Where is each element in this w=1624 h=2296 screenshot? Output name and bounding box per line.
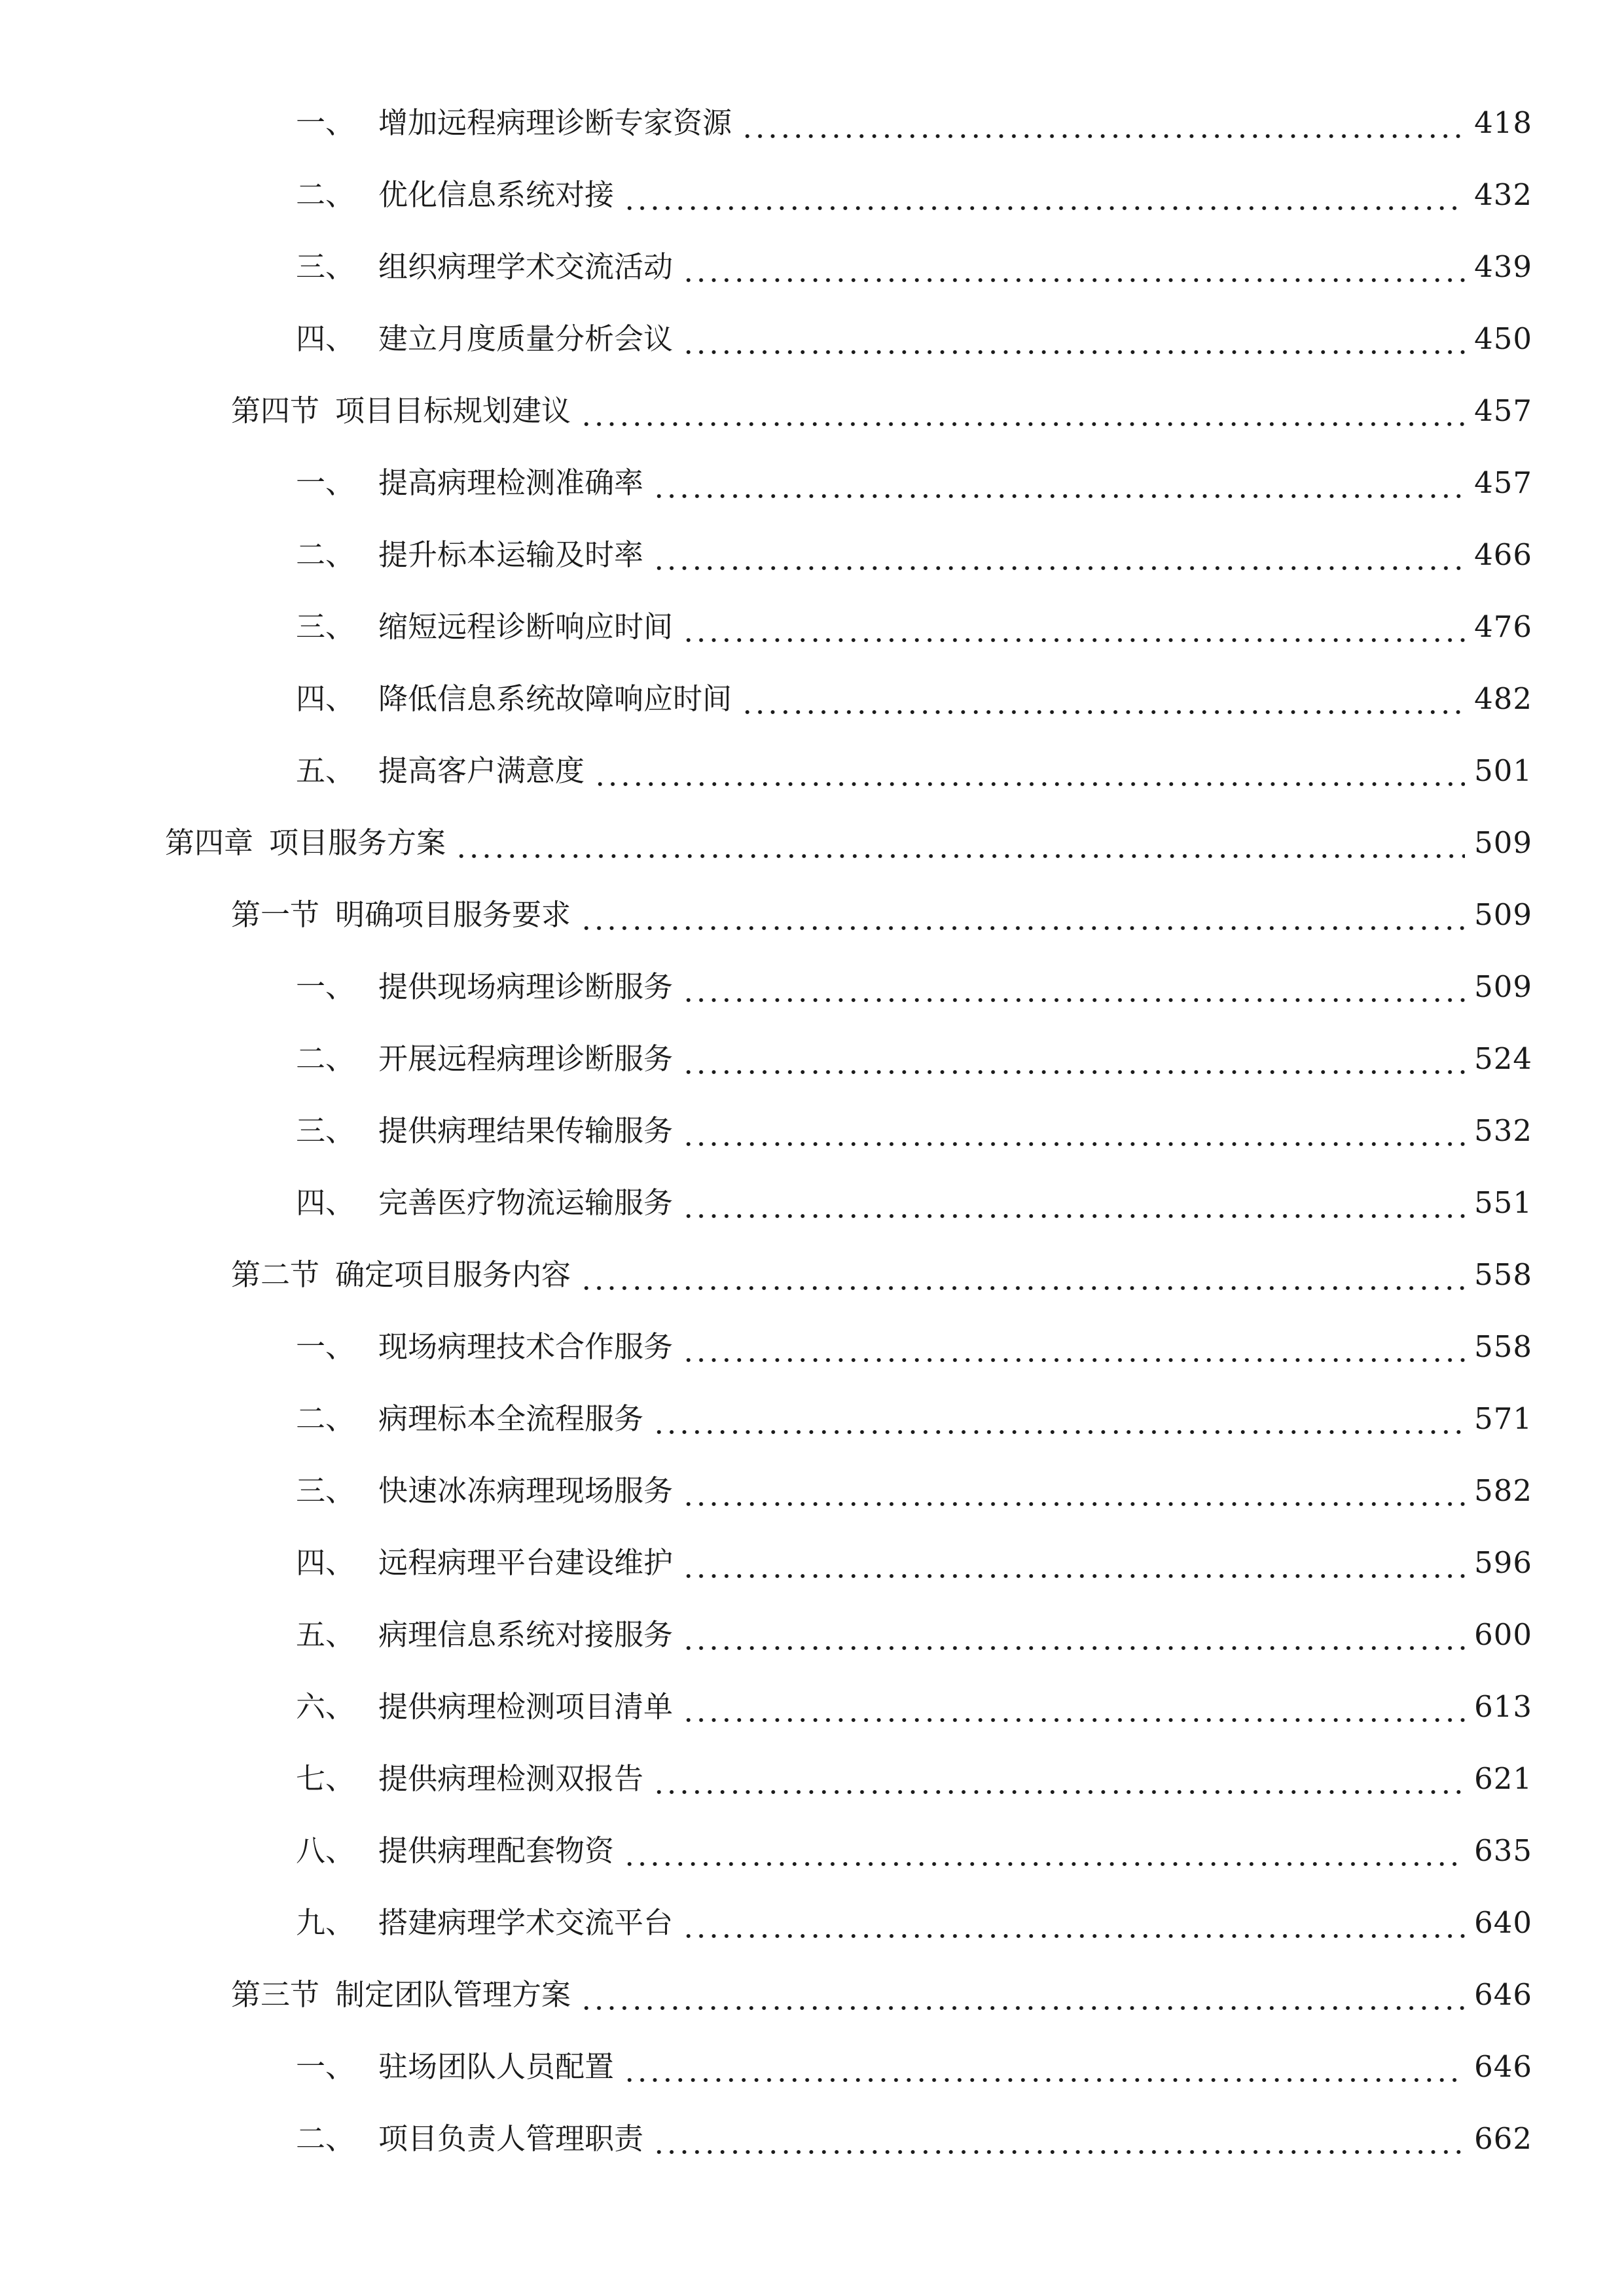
toc-entry-page: 432 xyxy=(1474,177,1532,212)
toc-section-entry[interactable] xyxy=(231,1249,1532,1295)
toc-entry-page: 558 xyxy=(1474,1329,1532,1364)
toc-entry-title: 建立月度质量分析会议 xyxy=(378,321,674,356)
dot-leader xyxy=(682,1471,1465,1511)
dot-leader xyxy=(594,751,1465,791)
dot-leader xyxy=(682,1903,1465,1943)
dot-leader xyxy=(682,319,1465,359)
toc-entry-number: 二、 xyxy=(296,2121,355,2156)
dot-leader xyxy=(682,1687,1465,1727)
toc-entry[interactable] xyxy=(296,1033,1532,1079)
dot-leader xyxy=(623,175,1465,215)
toc-entry-page: 646 xyxy=(1474,1977,1532,2012)
toc-entry[interactable] xyxy=(296,457,1532,503)
toc-entry[interactable] xyxy=(296,2041,1532,2087)
toc-entry-title: 提供现场病理诊断服务 xyxy=(378,969,674,1004)
toc-chapter-number: 第四章 xyxy=(165,825,254,860)
toc-entry-title: 搭建病理学术交流平台 xyxy=(378,1905,674,1940)
toc-entry-number: 四、 xyxy=(296,1545,355,1580)
toc-entry-page: 640 xyxy=(1474,1905,1532,1940)
toc-entry-title: 远程病理平台建设维护 xyxy=(378,1545,674,1580)
toc-entry[interactable] xyxy=(296,1825,1532,1871)
toc-entry-title: 提供病理配套物资 xyxy=(378,1833,615,1868)
toc-entry-page: 457 xyxy=(1474,393,1532,428)
dot-leader xyxy=(580,1255,1465,1295)
toc-entry-page: 524 xyxy=(1474,1041,1532,1076)
toc-entry-page: 571 xyxy=(1474,1401,1532,1436)
toc-section-number: 第三节 xyxy=(231,1977,320,2012)
toc-entry-number: 五、 xyxy=(296,753,355,788)
toc-entry-number: 二、 xyxy=(296,177,355,212)
toc-entry-page: 600 xyxy=(1474,1617,1532,1652)
toc-entry-page: 439 xyxy=(1474,249,1532,284)
toc-entry-page: 457 xyxy=(1474,465,1532,500)
toc-entry-number: 二、 xyxy=(296,537,355,572)
toc-entry-title: 病理标本全流程服务 xyxy=(378,1401,644,1436)
toc-chapter-entry[interactable] xyxy=(165,817,1532,863)
toc-entry-page: 596 xyxy=(1474,1545,1532,1580)
dot-leader xyxy=(682,1615,1465,1655)
toc-section-entry[interactable] xyxy=(231,1969,1532,2015)
toc-chapter-title: 项目服务方案 xyxy=(269,825,446,860)
toc-section-number: 第一节 xyxy=(231,897,320,932)
toc-entry-title: 提高客户满意度 xyxy=(378,753,585,788)
toc-entry[interactable] xyxy=(296,673,1532,719)
toc-entry-number: 四、 xyxy=(296,1185,355,1220)
dot-leader xyxy=(682,247,1465,287)
toc-entry-page: 558 xyxy=(1474,1257,1532,1292)
toc-entry-title: 项目负责人管理职责 xyxy=(378,2121,644,2156)
dot-leader xyxy=(682,607,1465,647)
toc-entry-page: 582 xyxy=(1474,1473,1532,1508)
toc-entry-title: 提升标本运输及时率 xyxy=(378,537,644,572)
toc-entry-page: 662 xyxy=(1474,2121,1532,2156)
dot-leader xyxy=(653,535,1465,575)
dot-leader xyxy=(682,1183,1465,1223)
toc-entry-number: 一、 xyxy=(296,465,355,500)
toc-entry-number: 八、 xyxy=(296,1833,355,1868)
toc-entry-title: 组织病理学术交流活动 xyxy=(378,249,674,284)
dot-leader xyxy=(653,463,1465,503)
dot-leader xyxy=(623,2047,1465,2087)
toc-entry-title: 现场病理技术合作服务 xyxy=(378,1329,674,1364)
toc-entry-page: 476 xyxy=(1474,609,1532,644)
toc-entry-title: 开展远程病理诊断服务 xyxy=(378,1041,674,1076)
toc-entry-title: 快速冰冻病理现场服务 xyxy=(378,1473,674,1508)
toc-entry[interactable] xyxy=(296,1177,1532,1223)
dot-leader xyxy=(682,1111,1465,1151)
dot-leader xyxy=(653,1399,1465,1439)
toc-entry[interactable] xyxy=(296,1609,1532,1655)
dot-leader xyxy=(682,1039,1465,1079)
toc-entry-number: 三、 xyxy=(296,249,355,284)
toc-entry-page: 635 xyxy=(1474,1833,1532,1868)
toc-entry-page: 482 xyxy=(1474,681,1532,716)
toc-entry[interactable] xyxy=(296,241,1532,287)
toc-entry-page: 621 xyxy=(1474,1761,1532,1796)
toc-entry-page: 466 xyxy=(1474,537,1532,572)
toc-entry-title: 优化信息系统对接 xyxy=(378,177,615,212)
toc-entry-number: 一、 xyxy=(296,1329,355,1364)
toc-entry[interactable] xyxy=(296,1321,1532,1367)
toc-entry-number: 二、 xyxy=(296,1041,355,1076)
toc-section-title: 确定项目服务内容 xyxy=(335,1257,571,1292)
toc-entry-title: 增加远程病理诊断专家资源 xyxy=(378,105,732,140)
dot-leader xyxy=(623,1831,1465,1871)
toc-entry-number: 二、 xyxy=(296,1401,355,1436)
toc-entry[interactable] xyxy=(296,1105,1532,1151)
toc-entry-page: 450 xyxy=(1474,321,1532,356)
toc-entry-number: 六、 xyxy=(296,1689,355,1724)
dot-leader xyxy=(653,1759,1465,1799)
toc-entry[interactable] xyxy=(296,1465,1532,1511)
toc-section-number: 第二节 xyxy=(231,1257,320,1292)
toc-entry[interactable] xyxy=(296,1753,1532,1799)
toc-entry-page: 509 xyxy=(1474,825,1532,860)
dot-leader xyxy=(580,391,1465,431)
toc-section-number: 第四节 xyxy=(231,393,320,428)
dot-leader xyxy=(741,103,1465,143)
toc-entry-title: 驻场团队人员配置 xyxy=(378,2049,615,2084)
toc-entry-page: 509 xyxy=(1474,897,1532,932)
toc-entry-title: 完善医疗物流运输服务 xyxy=(378,1185,674,1220)
toc-entry-page: 501 xyxy=(1474,753,1532,788)
dot-leader xyxy=(580,895,1465,935)
toc-entry[interactable] xyxy=(296,1897,1532,1943)
toc-entry-number: 五、 xyxy=(296,1617,355,1652)
toc-entry-number: 一、 xyxy=(296,2049,355,2084)
toc-entry-number: 九、 xyxy=(296,1905,355,1940)
toc-entry-number: 四、 xyxy=(296,321,355,356)
toc-entry-number: 七、 xyxy=(296,1761,355,1796)
toc-entry[interactable] xyxy=(296,745,1532,791)
toc-entry-page: 551 xyxy=(1474,1185,1532,1220)
toc-entry[interactable] xyxy=(296,961,1532,1007)
toc-entry[interactable] xyxy=(296,1393,1532,1439)
toc-entry-title: 提高病理检测准确率 xyxy=(378,465,644,500)
toc-entry-title: 缩短远程诊断响应时间 xyxy=(378,609,674,644)
dot-leader xyxy=(741,679,1465,719)
toc-entry-page: 613 xyxy=(1474,1689,1532,1724)
toc-entry-title: 病理信息系统对接服务 xyxy=(378,1617,674,1652)
toc-entry[interactable] xyxy=(296,1681,1532,1727)
dot-leader xyxy=(682,1543,1465,1583)
dot-leader xyxy=(682,967,1465,1007)
toc-entry-number: 三、 xyxy=(296,1113,355,1148)
toc-entry-title: 提供病理检测项目清单 xyxy=(378,1689,674,1724)
toc-entry[interactable] xyxy=(296,601,1532,647)
toc-entry[interactable] xyxy=(296,169,1532,215)
toc-entry-page: 646 xyxy=(1474,2049,1532,2084)
toc-entry-page: 532 xyxy=(1474,1113,1532,1148)
toc-entry[interactable] xyxy=(296,2113,1532,2159)
toc-entry-number: 四、 xyxy=(296,681,355,716)
toc-entry-number: 三、 xyxy=(296,1473,355,1508)
toc-entry-number: 三、 xyxy=(296,609,355,644)
toc-entry-title: 降低信息系统故障响应时间 xyxy=(378,681,732,716)
toc-entry-page: 418 xyxy=(1474,105,1532,140)
toc-section-entry[interactable] xyxy=(231,385,1532,431)
dot-leader xyxy=(682,1327,1465,1367)
dot-leader xyxy=(653,2119,1465,2159)
toc-section-entry[interactable] xyxy=(231,889,1532,935)
toc-entry[interactable] xyxy=(296,97,1532,143)
toc-entry-title: 提供病理检测双报告 xyxy=(378,1761,644,1796)
toc-entry[interactable] xyxy=(296,313,1532,359)
dot-leader xyxy=(580,1975,1465,2015)
toc-section-title: 明确项目服务要求 xyxy=(335,897,571,932)
toc-entry-number: 一、 xyxy=(296,105,355,140)
toc-entry[interactable] xyxy=(296,1537,1532,1583)
toc-section-title: 制定团队管理方案 xyxy=(335,1977,571,2012)
toc-section-title: 项目目标规划建议 xyxy=(335,393,571,428)
toc-entry-title: 提供病理结果传输服务 xyxy=(378,1113,674,1148)
toc-entry-number: 一、 xyxy=(296,969,355,1004)
dot-leader xyxy=(455,823,1465,863)
toc-entry[interactable] xyxy=(296,529,1532,575)
toc-entry-page: 509 xyxy=(1474,969,1532,1004)
